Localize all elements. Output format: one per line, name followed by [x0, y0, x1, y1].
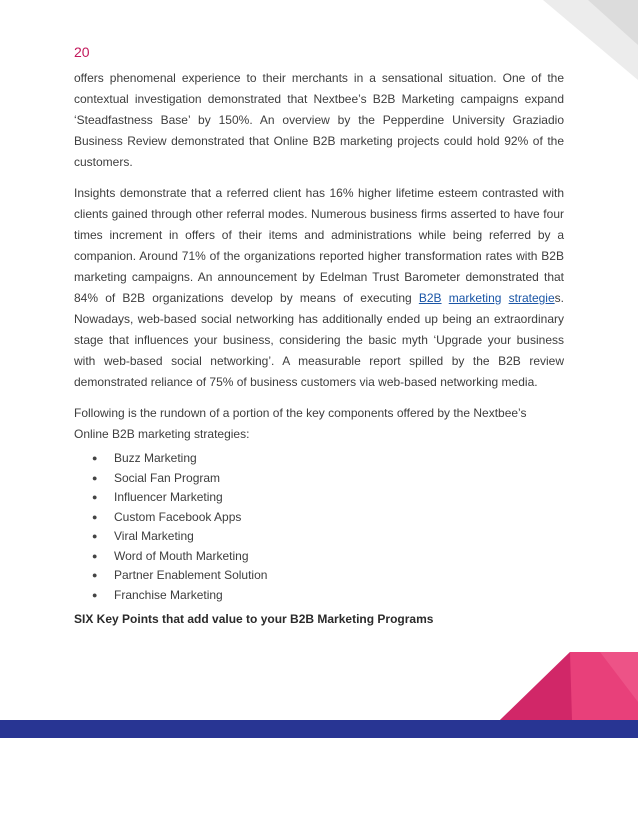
- list-item-label: Buzz Marketing: [114, 451, 197, 465]
- bullet-icon: ●: [92, 589, 98, 600]
- link-marketing[interactable]: marketing: [448, 291, 502, 305]
- list-item: [74, 469, 564, 489]
- bullet-icon: ●: [92, 511, 98, 522]
- page-number: 20: [74, 44, 90, 60]
- paragraph-2-text-start: Insights demonstrate that a referred client has 16% higher lifetime esteem contrasted with clients gained through other referral modes. Numerous business firms asserted to have four times increment in offers of their items and administrations while being referred by a companion. Around 71% of the organizations reported higher transformation rates with B2B marketing campaigns. An announcement by Edelman Trust Barometer demonstrated that 84% of B2B organizations develop by means of executing: [74, 186, 564, 305]
- link-strategies[interactable]: strategie: [508, 291, 555, 305]
- bullet-icon: ●: [92, 453, 98, 463]
- footer-band: [0, 720, 638, 738]
- bullet-icon: ●: [92, 531, 98, 541]
- list-item: [74, 449, 564, 469]
- link-b2b[interactable]: B2B: [418, 291, 442, 305]
- list-item-label: Franchise Marketing: [114, 587, 223, 602]
- bullet-icon: ●: [92, 472, 98, 483]
- list-item-label: Partner Enablement Solution: [114, 568, 268, 582]
- list-item-label: Word of Mouth Marketing: [114, 548, 249, 563]
- list-item: [74, 547, 564, 567]
- bullet-icon: ●: [92, 550, 98, 561]
- section-heading: SIX Key Points that add value to your B2B Marketing Programs: [74, 612, 434, 626]
- features-list: [74, 449, 564, 605]
- list-item-label: Influencer Marketing: [114, 490, 223, 504]
- list-item: [74, 527, 564, 547]
- paragraph-2-text-end: s. Nowadays, web-based social networking has additionally ended up being an extraordinary stage that influences your business, considering the basic myth ‘Upgrade your business with web-based social networking’. A measurable report spilled by the B2B review demonstrated reliance of 75% of business customers via web-based networking media.: [74, 291, 564, 389]
- paragraph-2: [74, 183, 564, 393]
- bullet-icon: ●: [92, 492, 98, 502]
- paragraph-1: offers phenomenal experience to their merchants in a sensational situation. One of the contextual investigation demonstrated that Nextbee’s B2B Marketing campaigns expand ‘Steadfastness Base’ by 150%. An overview by the Pepperdine University Graziadio Business Review demonstrated that Online B2B marketing projects could hold 92% of the customers.: [74, 71, 564, 169]
- list-item-label: Social Fan Program: [114, 470, 221, 485]
- list-item: [74, 488, 564, 508]
- list-intro: Following is the rundown of a portion of the key components offered by the Nextbee’s Online B2B marketing strategies:: [74, 406, 527, 441]
- list-item: [74, 508, 564, 528]
- list-item: [74, 566, 564, 586]
- corner-decoration-bottom-right: [500, 652, 638, 720]
- list-item-label: Custom Facebook Apps: [114, 509, 242, 524]
- document-body: [74, 68, 564, 605]
- bullet-icon: ●: [92, 570, 98, 580]
- list-item-label: Viral Marketing: [114, 529, 194, 543]
- list-item: [74, 586, 564, 606]
